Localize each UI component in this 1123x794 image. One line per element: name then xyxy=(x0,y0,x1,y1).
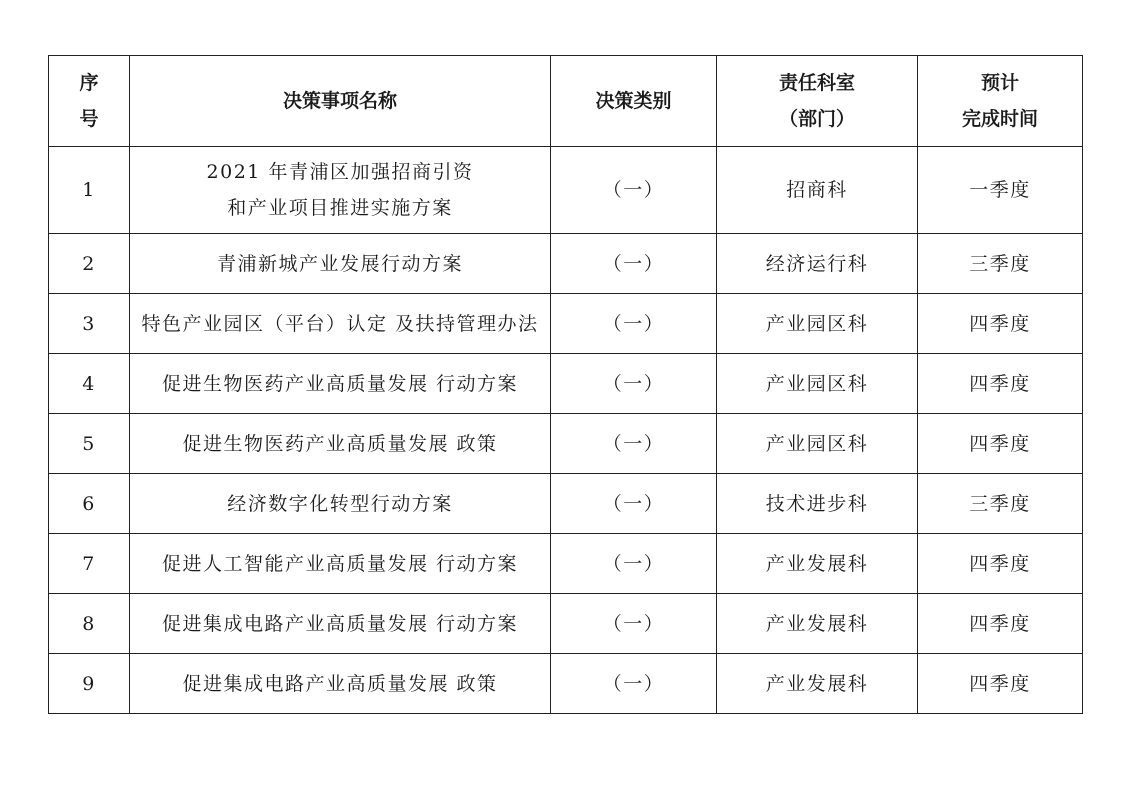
decision-category: （一） xyxy=(551,147,717,234)
row-number: 4 xyxy=(49,354,130,414)
decision-item-name-line: 经济数字化转型行动方案 xyxy=(227,492,453,515)
table-body xyxy=(49,147,1083,714)
decision-category: （一） xyxy=(551,294,717,354)
decision-category: （一） xyxy=(551,654,717,714)
row-number: 2 xyxy=(49,234,130,294)
responsible-dept: 招商科 xyxy=(717,147,918,234)
header-category: 决策类别 xyxy=(551,56,717,147)
responsible-dept: 经济运行科 xyxy=(717,234,918,294)
header-dept-line-1: 责任科室 xyxy=(778,72,855,94)
row-number: 6 xyxy=(49,474,130,534)
table-row xyxy=(49,147,1083,234)
header-name: 决策事项名称 xyxy=(130,56,551,147)
header-no-line-1: 序 xyxy=(79,72,99,94)
table-row xyxy=(49,534,1083,594)
decision-item-name-line: 2021 年青浦区加强招商引资 xyxy=(206,161,474,183)
row-number: 5 xyxy=(49,414,130,474)
completion-time: 四季度 xyxy=(918,294,1083,354)
decision-category: （一） xyxy=(551,414,717,474)
completion-time: 一季度 xyxy=(918,147,1083,234)
completion-time: 四季度 xyxy=(918,534,1083,594)
row-number: 8 xyxy=(49,594,130,654)
header-no-line-2: 号 xyxy=(79,108,99,130)
header-row xyxy=(49,56,1083,147)
completion-time: 三季度 xyxy=(918,474,1083,534)
completion-time: 四季度 xyxy=(918,354,1083,414)
responsible-dept: 产业发展科 xyxy=(717,534,918,594)
decision-item-name xyxy=(130,354,551,414)
table-row xyxy=(49,474,1083,534)
decision-item-name-line: 青浦新城产业发展行动方案 xyxy=(216,252,463,275)
decision-item-name xyxy=(130,594,551,654)
decision-item-name-line: 和产业项目推进实施方案 xyxy=(227,197,453,219)
decision-item-name-line: 促进集成电路产业高质量发展 政策 xyxy=(182,672,498,695)
decision-item-name xyxy=(130,534,551,594)
table-row xyxy=(49,414,1083,474)
row-number: 1 xyxy=(49,147,130,234)
decision-item-name xyxy=(130,474,551,534)
header-time-line-1: 预计 xyxy=(980,72,1019,94)
responsible-dept: 产业园区科 xyxy=(717,354,918,414)
table-row xyxy=(49,594,1083,654)
decision-category: （一） xyxy=(551,234,717,294)
responsible-dept: 产业发展科 xyxy=(717,654,918,714)
decision-item-name xyxy=(130,147,551,234)
header-time-line-2: 完成时间 xyxy=(961,108,1038,130)
table-row xyxy=(49,354,1083,414)
decision-item-name-line: 促进生物医药产业高质量发展 政策 xyxy=(182,432,498,455)
decision-category: （一） xyxy=(551,354,717,414)
completion-time: 四季度 xyxy=(918,594,1083,654)
decision-category: （一） xyxy=(551,534,717,594)
decision-item-name xyxy=(130,654,551,714)
header-dept xyxy=(717,56,918,147)
decision-item-name-line: 特色产业园区（平台）认定 及扶持管理办法 xyxy=(141,312,539,335)
decision-table xyxy=(48,55,1083,714)
table-row xyxy=(49,294,1083,354)
decision-category: （一） xyxy=(551,474,717,534)
decision-item-name xyxy=(130,234,551,294)
responsible-dept: 产业园区科 xyxy=(717,414,918,474)
header-dept-line-2: （部门） xyxy=(778,108,855,130)
header-no xyxy=(49,56,130,147)
responsible-dept: 产业发展科 xyxy=(717,594,918,654)
decision-item-name-line: 促进生物医药产业高质量发展 行动方案 xyxy=(161,372,519,395)
decision-item-name xyxy=(130,294,551,354)
row-number: 9 xyxy=(49,654,130,714)
decision-item-name-line: 促进人工智能产业高质量发展 行动方案 xyxy=(161,552,519,575)
completion-time: 四季度 xyxy=(918,414,1083,474)
decision-item-name xyxy=(130,414,551,474)
completion-time: 四季度 xyxy=(918,654,1083,714)
responsible-dept: 技术进步科 xyxy=(717,474,918,534)
table-row xyxy=(49,234,1083,294)
decision-item-name-line: 促进集成电路产业高质量发展 行动方案 xyxy=(161,612,519,635)
responsible-dept: 产业园区科 xyxy=(717,294,918,354)
row-number: 7 xyxy=(49,534,130,594)
row-number: 3 xyxy=(49,294,130,354)
header-time xyxy=(918,56,1083,147)
table-row xyxy=(49,654,1083,714)
completion-time: 三季度 xyxy=(918,234,1083,294)
decision-category: （一） xyxy=(551,594,717,654)
